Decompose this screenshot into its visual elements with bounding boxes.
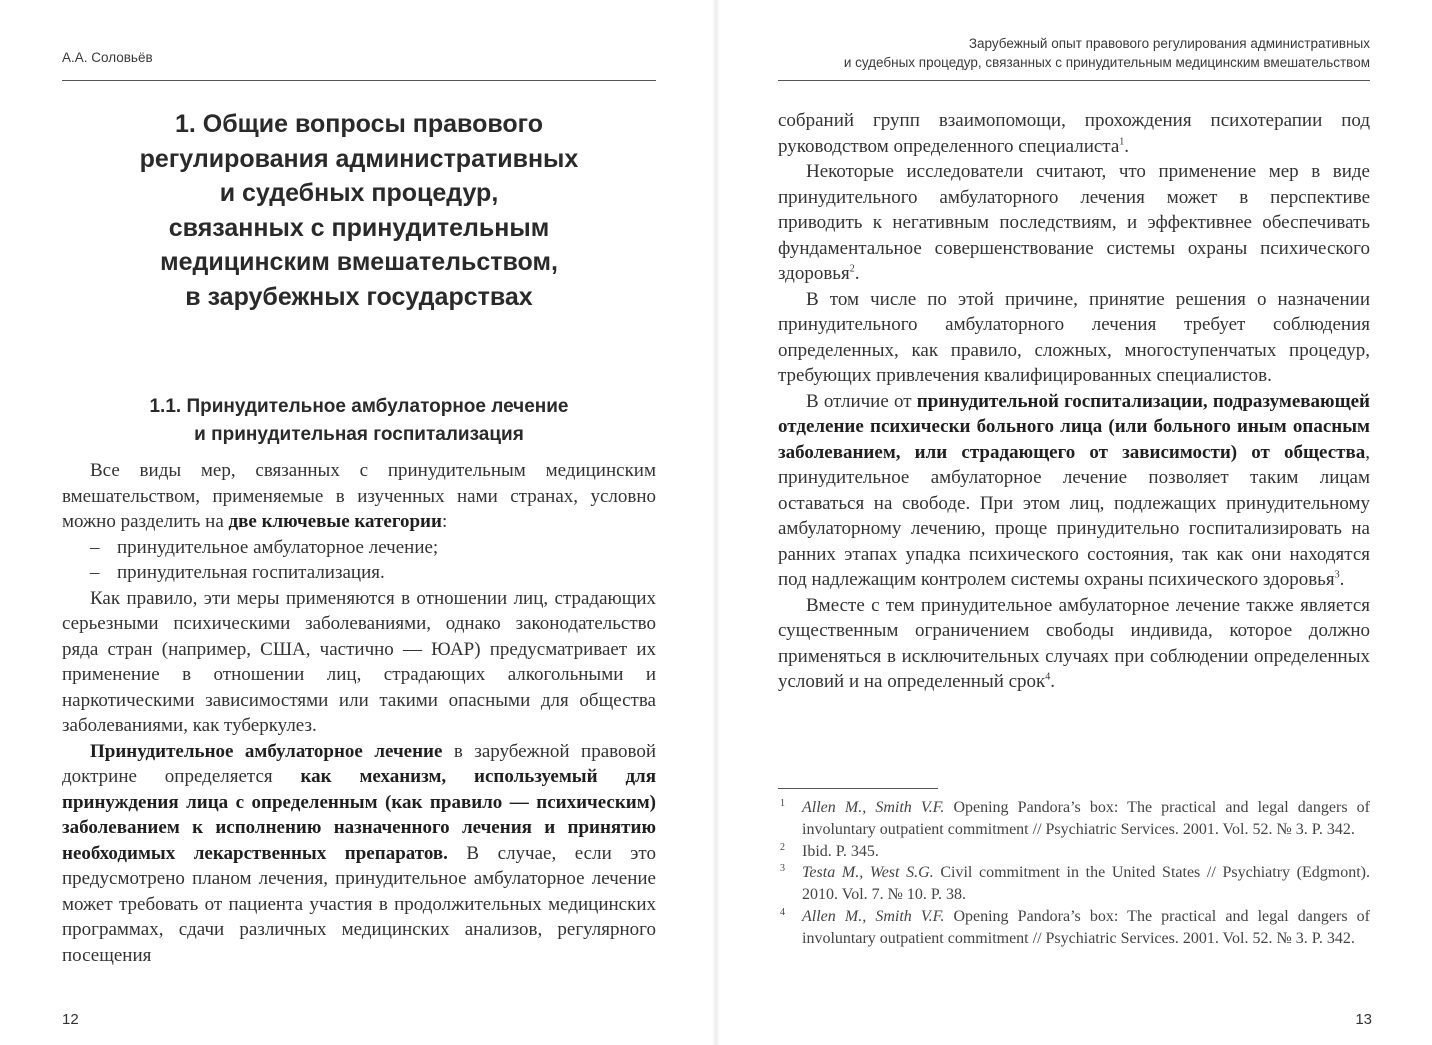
footnote-ref: 2 — [849, 263, 855, 275]
footnote-text: Opening Pandora’s box: The practical and legal dangers of involuntary outpatient commitment // Psychiatric Services. 2001. Vol. 52. № 3. P. 342. — [802, 799, 1370, 838]
section-title-line: и принудительная госпитализация — [194, 424, 524, 445]
paragraph — [62, 739, 656, 969]
footnote-ref: 3 — [1334, 569, 1340, 581]
chapter-title — [62, 107, 656, 314]
chapter-title-line: в зарубежных государствах — [185, 282, 533, 311]
list-dash: – — [90, 562, 100, 583]
emphasis-text: принудительной госпитализации, подразумевающей отделение психически больного лица (или больного иным опасным заболеванием, или страдающего от зависимости) от общества — [778, 390, 1370, 463]
section-title — [62, 393, 656, 449]
footnote — [778, 862, 1370, 906]
running-head-line: и судебных процедур, связанных с принудительным медицинским вмешательством — [843, 55, 1370, 70]
paragraph-text: Вместе с тем принудительное амбулаторное лечение также является существенным ограничением свободы индивида, которое должно применяться в исключительных случаях при соблюдении определенных условий и на определенный срок — [778, 594, 1370, 692]
chapter-title-line: регулирования административных — [139, 144, 579, 173]
paragraph — [778, 389, 1370, 593]
footnote-number: 3 — [780, 863, 785, 875]
list-item — [62, 535, 656, 561]
paragraph — [778, 159, 1370, 287]
footnote — [778, 797, 1370, 841]
paragraph-text: В случае, если это предусмотрено планом лечения, принудительное амбулаторное лечение может требовать от пациента участия в продолжительных медицинских программах, сдачи различных медицинских анализов, регулярного посещения — [62, 842, 656, 966]
footnote-text: Opening Pandora’s box: The practical and legal dangers of involuntary outpatient commitment // Psychiatric Services. 2001. Vol. 52. № 3. P. 342. — [802, 907, 1370, 947]
list-dash: – — [90, 536, 100, 558]
footnote-text: Ibid. P. 345. — [802, 842, 879, 860]
punctuation: . — [1124, 135, 1130, 157]
footnote-number: 2 — [780, 841, 785, 853]
footnote-authors: Allen M., Smith V.F. — [802, 799, 945, 816]
running-head-title — [770, 34, 1370, 72]
footnote — [778, 906, 1370, 950]
paragraph-text: , принудительное амбулаторное лечение позволяет таким лицам оставаться на свободе. При этом лиц, подлежащих принудительному амбулаторному лечению, проще принудительно госпитализировать на ранних этапах упадка психического состояния, так как они находятся под надлежащим контролем системы охраны психического здоровья — [778, 441, 1370, 590]
list-item-text: принудительное амбулаторное лечение; — [117, 536, 439, 558]
right-body-text — [778, 108, 1370, 695]
footnote-ref: 1 — [1119, 136, 1125, 148]
punctuation: . — [1339, 569, 1345, 590]
chapter-title-line: связанных с принудительным — [168, 213, 550, 242]
paragraph — [778, 593, 1370, 695]
chapter-title-line: медицинским вмешательством, — [160, 248, 558, 276]
paragraph-text: : — [441, 511, 448, 532]
paragraph-text: Некоторые исследователи считают, что применение мер в виде принудительного амбулаторного лечения может в перспективе приводить к негативным последствиям, и эффективнее обеспечивать фундаментальное совершенствование системы охраны психического здоровья — [778, 161, 1370, 284]
footnote — [778, 841, 1370, 863]
list-item — [62, 560, 656, 586]
footnote-authors: Allen M., Smith V.F. — [802, 907, 945, 925]
chapter-title-line: и судебных процедур, — [219, 179, 499, 207]
footnote-ref: 4 — [1045, 671, 1051, 683]
list-item-text: принудительная госпитализация. — [117, 562, 385, 583]
paragraph: Как правило, эти меры применяются в отношении лиц, страдающих серьезными психическими заболеваниями, однако законодательство ряда стран (например, США, частично — ЮАР) предусматривает их применение в отношении лиц, страдающих алкогольными и наркотическими зависимостями или такими опасными для общества заболеваниями, как туберкулез. — [62, 587, 656, 736]
punctuation: . — [1050, 671, 1056, 692]
footnote-text: Civil commitment in the United States // Psychiatry (Edgmont). 2010. Vol. 7. № 10. P. 38. — [802, 864, 1370, 904]
right-page — [716, 0, 1432, 1045]
paragraph-text: в зарубежной правовой доктрине определяется — [62, 740, 656, 787]
page-number: 12 — [62, 1011, 79, 1028]
header-rule — [62, 80, 656, 81]
footnote-authors: Testa M., West S.G. — [802, 864, 934, 882]
footnote-separator — [778, 788, 938, 789]
paragraph-text: собраний групп взаимопомощи, прохождения психотерапии под руководством определенного специалиста — [778, 110, 1370, 157]
footnote-number: 1 — [780, 798, 785, 809]
paragraph — [62, 458, 656, 535]
footnote-number: 4 — [780, 906, 785, 918]
paragraph: В том числе по этой причине, принятие решения о назначении принудительного амбулаторного лечения требует соблюдения определенных, как правило, сложных, многоступенчатых процедур, требующих привлечения квалифицированных специалистов. — [778, 288, 1370, 386]
running-head-author: А.А. Соловьёв — [62, 50, 153, 65]
chapter-title-line: 1. Общие вопросы правового — [174, 110, 544, 138]
emphasis-text: как механизм, используемый для принуждения лица с определенным (как правило — психическим) заболеванием к исполнению назначенного лечения и принятию необходимых лекарственных препаратов. — [62, 766, 656, 864]
header-rule — [778, 80, 1370, 81]
section-title-line: 1.1. Принудительное амбулаторное лечение — [149, 396, 569, 417]
punctuation: . — [854, 263, 860, 284]
paragraph-text: Все виды мер, связанных с принудительным медицинским вмешательством, применяемые в изученных нами странах, условно можно разделить на — [62, 460, 656, 532]
emphasis-text: две ключевые категории — [228, 511, 442, 532]
emphasis-text: Принудительное амбулаторное лечение — [90, 740, 443, 762]
left-body-text — [62, 458, 656, 968]
paragraph-text: В отличие от — [806, 390, 917, 412]
running-head-line: Зарубежный опыт правового регулирования административных — [968, 36, 1370, 51]
footnotes — [778, 797, 1370, 950]
paragraph — [778, 108, 1370, 159]
page-number: 13 — [1355, 1011, 1372, 1028]
